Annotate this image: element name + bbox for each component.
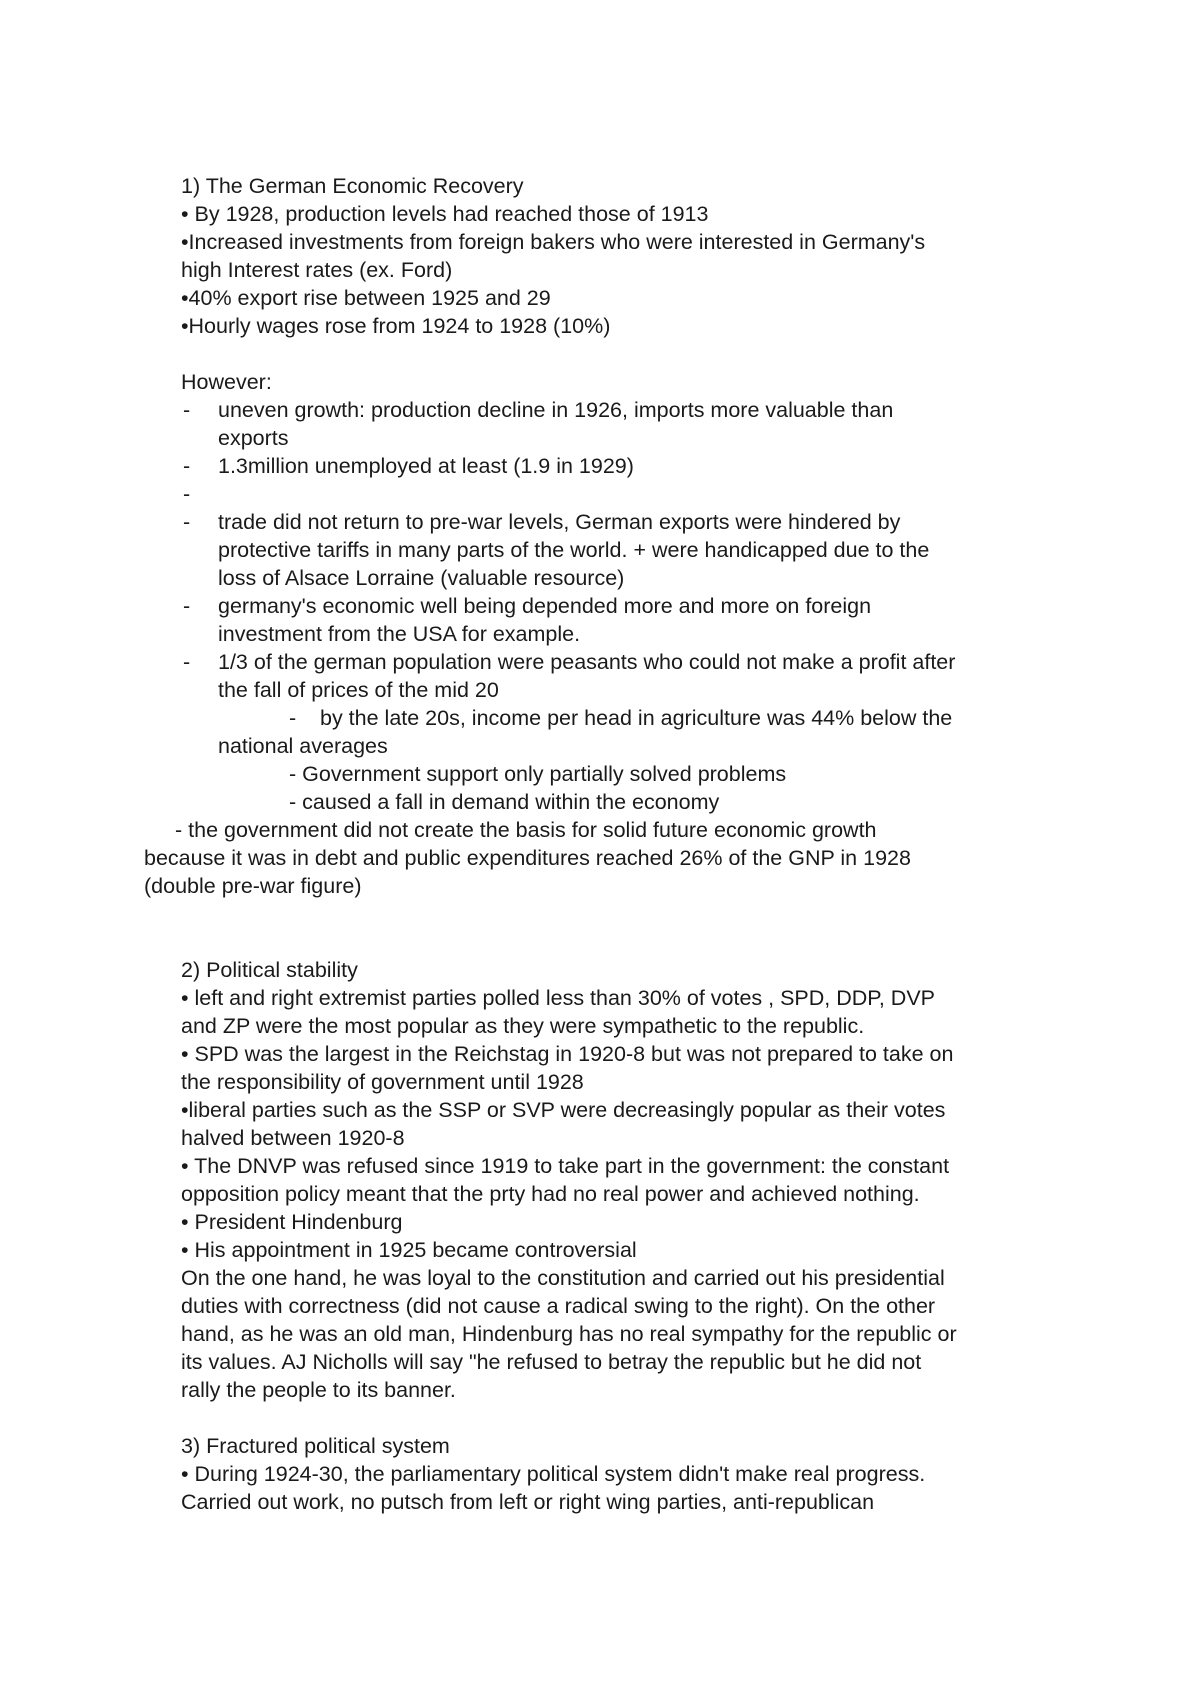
dash-marker: -: [183, 510, 191, 534]
dash-item: [0, 452, 1200, 480]
conclusion-line: [0, 844, 1200, 872]
line-text: • His appointment in 1925 became controversial: [181, 1238, 637, 1262]
line-text: hand, as he was an old man, Hindenburg has no real sympathy for the republic or: [181, 1322, 957, 1346]
text-line: [0, 1460, 1200, 1488]
blank-line: [0, 340, 1200, 368]
sub-item-text: national averages: [218, 734, 388, 758]
bullet-line: [0, 200, 1200, 228]
dash-item-text: the fall of prices of the mid 20: [218, 678, 499, 702]
line-text: its values. AJ Nicholls will say "he refused to betray the republic but he did not: [181, 1350, 922, 1374]
line-text: • President Hindenburg: [181, 1210, 403, 1234]
text-line: [0, 1488, 1200, 1516]
line-text: Carried out work, no putsch from left or right wing parties, anti-republican: [181, 1490, 875, 1514]
line-text: •liberal parties such as the SSP or SVP were decreasingly popular as their votes: [181, 1098, 946, 1122]
sub-item: [0, 760, 1200, 788]
dash-marker: -: [183, 594, 191, 618]
dash-marker: -: [183, 650, 191, 674]
text-line: [0, 1096, 1200, 1124]
text-line: [0, 1152, 1200, 1180]
bullet-line: [0, 256, 1200, 284]
dash-item-text: uneven growth: production decline in 1926, imports more valuable than: [218, 398, 894, 422]
conclusion-line: [0, 872, 1200, 900]
line-text: • During 1924-30, the parliamentary political system didn't make real progress.: [181, 1462, 926, 1486]
dash-item-text: 1.3million unemployed at least (1.9 in 1929): [218, 454, 634, 478]
text-line: [0, 1068, 1200, 1096]
section-2-heading: [0, 956, 1200, 984]
dash-marker: -: [183, 398, 191, 422]
bullet-line: [0, 312, 1200, 340]
sub-item-continuation: [0, 732, 1200, 760]
dash-marker: -: [183, 482, 191, 506]
text-line: [0, 1180, 1200, 1208]
blank-line: [0, 900, 1200, 928]
text-line: [0, 1292, 1200, 1320]
dash-item-continuation: [0, 676, 1200, 704]
sub-item-text: by the late 20s, income per head in agriculture was 44% below the: [320, 706, 953, 730]
line-text: • SPD was the largest in the Reichstag in 1920-8 but was not prepared to take on: [181, 1042, 954, 1066]
dash-marker: -: [183, 454, 191, 478]
conclusion-text: because it was in debt and public expenditures reached 26% of the GNP in 1928: [144, 846, 911, 870]
line-text: opposition policy meant that the prty had no real power and achieved nothing.: [181, 1182, 920, 1206]
text-line: [0, 1208, 1200, 1236]
document-body: [0, 172, 1200, 1516]
dash-item-text: loss of Alsace Lorraine (valuable resource): [218, 566, 625, 590]
bullet-text: •40% export rise between 1925 and 29: [181, 286, 551, 310]
line-text: and ZP were the most popular as they were sympathetic to the republic.: [181, 1014, 865, 1038]
bullet-text: • By 1928, production levels had reached those of 1913: [181, 202, 709, 226]
dash-item: [0, 592, 1200, 620]
text-line: [0, 1264, 1200, 1292]
text-line: [0, 1376, 1200, 1404]
line-text: halved between 1920-8: [181, 1126, 405, 1150]
bullet-text: •Hourly wages rose from 1924 to 1928 (10%): [181, 314, 611, 338]
heading-text: 2) Political stability: [181, 958, 358, 982]
conclusion-text: - the government did not create the basis for solid future economic growth: [175, 818, 877, 842]
dash-item-text: investment from the USA for example.: [218, 622, 581, 646]
dash-item-continuation: [0, 536, 1200, 564]
dash-item-continuation: [0, 620, 1200, 648]
sub-item-text: - caused a fall in demand within the economy: [289, 790, 720, 814]
bullet-text: high Interest rates (ex. Ford): [181, 258, 453, 282]
dash-item-continuation: [0, 424, 1200, 452]
bullet-line: [0, 228, 1200, 256]
bullet-text: •Increased investments from foreign bakers who were interested in Germany's: [181, 230, 926, 254]
section-3-heading: [0, 1432, 1200, 1460]
sub-dash-marker: -: [289, 706, 297, 730]
section-1-heading: [0, 172, 1200, 200]
conclusion-line: [0, 816, 1200, 844]
blank-line: [0, 1404, 1200, 1432]
heading-text: 1) The German Economic Recovery: [181, 174, 524, 198]
line-text: rally the people to its banner.: [181, 1378, 456, 1402]
text-line: [0, 1124, 1200, 1152]
text-line: [0, 1236, 1200, 1264]
however-text: However:: [181, 370, 272, 394]
dash-item: [0, 508, 1200, 536]
conclusion-text: (double pre-war figure): [144, 874, 362, 898]
line-text: duties with correctness (did not cause a radical swing to the right). On the other: [181, 1294, 936, 1318]
line-text: • left and right extremist parties polled less than 30% of votes , SPD, DDP, DVP: [181, 986, 936, 1010]
bullet-line: [0, 284, 1200, 312]
sub-item: [0, 788, 1200, 816]
dash-item-text: exports: [218, 426, 289, 450]
text-line: [0, 1348, 1200, 1376]
dash-item-continuation: [0, 564, 1200, 592]
dash-item-text: trade did not return to pre-war levels, German exports were hindered by: [218, 510, 901, 534]
dash-item: [0, 396, 1200, 424]
dash-item: [0, 648, 1200, 676]
line-text: On the one hand, he was loyal to the constitution and carried out his presidential: [181, 1266, 945, 1290]
dash-item-text: 1/3 of the german population were peasants who could not make a profit after: [218, 650, 956, 674]
dash-item-text: protective tariffs in many parts of the world. + were handicapped due to the: [218, 538, 930, 562]
text-line: [0, 1012, 1200, 1040]
text-line: [0, 984, 1200, 1012]
line-text: the responsibility of government until 1928: [181, 1070, 584, 1094]
however-label: [0, 368, 1200, 396]
text-line: [0, 1040, 1200, 1068]
sub-item-text: - Government support only partially solved problems: [289, 762, 787, 786]
dash-item-empty: [0, 480, 1200, 508]
text-line: [0, 1320, 1200, 1348]
line-text: • The DNVP was refused since 1919 to take part in the government: the constant: [181, 1154, 950, 1178]
sub-item: [0, 704, 1200, 732]
dash-item-text: germany's economic well being depended more and more on foreign: [218, 594, 872, 618]
heading-text: 3) Fractured political system: [181, 1434, 450, 1458]
blank-line: [0, 928, 1200, 956]
